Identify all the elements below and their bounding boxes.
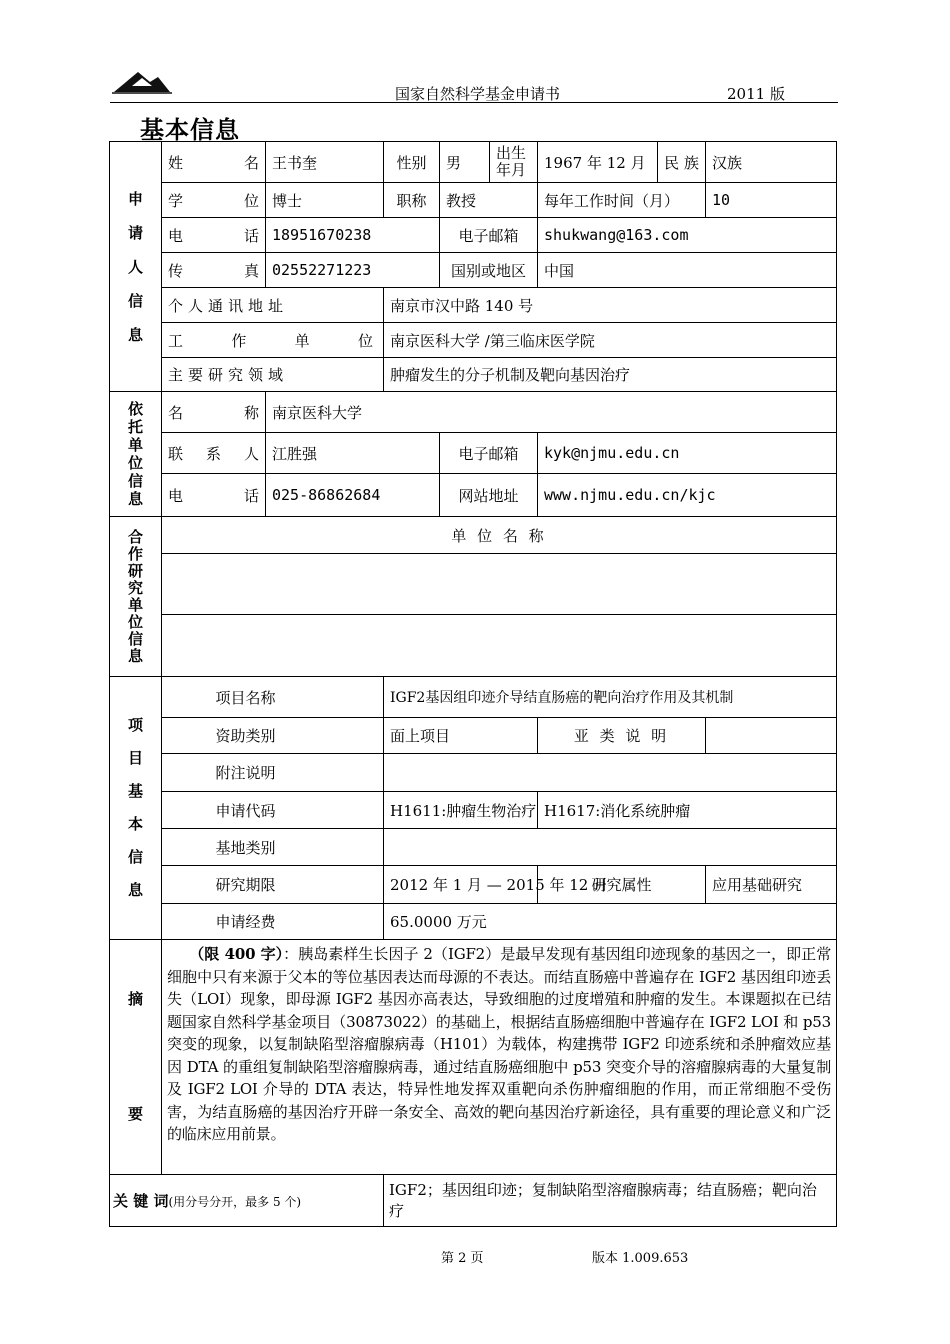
address-label: 个人通讯地址 xyxy=(162,288,384,323)
period-label: 研究期限 xyxy=(162,866,384,904)
applicant-field: 肿瘤发生的分子机制及靶向基因治疗 xyxy=(384,358,837,392)
birth-label: 出生 年月 xyxy=(490,142,538,183)
project-name: IGF2基因组印迹介导结直肠癌的靶向治疗作用及其机制 xyxy=(384,677,837,718)
institution-contact: 江胜强 xyxy=(266,433,440,474)
budget-label: 申请经费 xyxy=(162,904,384,940)
project-name-label: 项目名称 xyxy=(162,677,384,718)
degree-label: 学 位 xyxy=(162,183,266,218)
cooperation-header: 单 位 名 称 xyxy=(162,517,837,554)
workunit-label: 工 作 单 位 xyxy=(162,323,384,358)
section-title: 基本信息 xyxy=(140,116,240,144)
applicant-fax: 02552271223 xyxy=(266,253,440,288)
project-budget: 65.0000 万元 xyxy=(384,904,837,940)
applicant-degree: 博士 xyxy=(266,183,384,218)
institution-phone: 025-86862684 xyxy=(266,474,440,517)
email-label: 电子邮箱 xyxy=(440,218,538,253)
institution-name: 南京医科大学 xyxy=(266,392,837,433)
abstract-label-bottom: 要 xyxy=(127,1105,143,1123)
applicant-phone: 18951670238 xyxy=(266,218,440,253)
base-label: 基地类别 xyxy=(162,829,384,866)
project-section-label: 项 目 基 本 信 息 xyxy=(110,677,162,940)
keywords-hint: (用分号分开，最多 5 个) xyxy=(168,1195,302,1209)
header-version: 2011 版 xyxy=(727,85,785,103)
applicant-worktime: 10 xyxy=(706,183,837,218)
project-note xyxy=(384,754,837,792)
ethnic-label: 民 族 xyxy=(658,142,706,183)
project-funding: 面上项目 xyxy=(384,718,538,754)
abstract-limit: （限 400 字） xyxy=(189,945,284,963)
applicant-address: 南京市汉中路 140 号 xyxy=(384,288,837,323)
abstract-label xyxy=(110,940,162,1175)
project-base xyxy=(384,829,837,866)
phone-label: 电 话 xyxy=(162,218,266,253)
name-label: 姓 名 xyxy=(162,142,266,183)
worktime-label: 每年工作时间（月） xyxy=(538,183,706,218)
applicant-workunit: 南京医科大学 /第三临床医学院 xyxy=(384,323,837,358)
applicant-birth: 1967 年 12 月 xyxy=(538,142,658,183)
application-form-table xyxy=(109,141,837,1227)
project-code-2: H1617:消化系统肿瘤 xyxy=(538,792,837,829)
institution-email: kyk@njmu.edu.cn xyxy=(538,433,837,474)
title-label: 职称 xyxy=(384,183,440,218)
field-label: 主要研究领域 xyxy=(162,358,384,392)
applicant-section-label: 申 请 人 信 息 xyxy=(110,142,162,392)
applicant-country: 中国 xyxy=(538,253,837,288)
applicant-name: 王书奎 xyxy=(266,142,384,183)
website-label: 网站地址 xyxy=(440,474,538,517)
inst-name-label: 名 称 xyxy=(162,392,266,433)
subcat-label: 亚 类 说 明 xyxy=(538,718,706,754)
cooperation-row-2 xyxy=(162,615,837,677)
attr-label: 研究属性 xyxy=(538,866,706,904)
institution-website: www.njmu.edu.cn/kjc xyxy=(538,474,837,517)
institution-section-label: 依 托 单 位 信 息 xyxy=(110,392,162,517)
project-attr: 应用基础研究 xyxy=(706,866,837,904)
gender-label: 性别 xyxy=(384,142,440,183)
applicant-gender: 男 xyxy=(440,142,490,183)
mountain-logo-icon xyxy=(112,66,172,96)
keywords-label-cell xyxy=(110,1175,384,1227)
inst-phone-label: 电 话 xyxy=(162,474,266,517)
header-divider xyxy=(110,102,838,103)
keywords-value: IGF2；基因组印迹；复制缺陷型溶瘤腺病毒；结直肠癌；靶向治疗 xyxy=(384,1175,837,1227)
keywords-label: 关 键 词 xyxy=(113,1192,169,1210)
project-period: 2012 年 1 月 — 2015 年 12 月 xyxy=(384,866,538,904)
abstract-text-cell xyxy=(162,940,837,1175)
project-code-1: H1611:肿瘤生物治疗 xyxy=(384,792,538,829)
applicant-ethnic: 汉族 xyxy=(706,142,837,183)
project-subcat xyxy=(706,718,837,754)
contact-label: 联 系 人 xyxy=(162,433,266,474)
abstract-text: ：胰岛素样生长因子 2（IGF2）是最早发现有基因组印迹现象的基因之一，即正常细胞中只有来源于父本的等位基因表达而母源的不表达。而结直肠癌中普遍存在 IGF2 基因组印迹丢失（LOI）现象，即母源 IGF2 基因亦高表达，导致细胞的过度增殖和肿瘤的发生。本课题拟在已结题国家自然科学基金项目（30873022）的基础上，根据结直肠癌细胞中普遍存在 IGF2 LOI 和 p53 突变的现象，以复制缺陷型溶瘤腺病毒（H101）为载体，构建携带 IGF2 印迹系统和杀肿瘤效应基因 DTA 的重组复制缺陷型溶瘤腺病毒，通过结直肠癌细胞中 p53 突变介导的溶瘤腺病毒的大量复制及 IGF2 LOI 介导的 DTA 表达，特异性地发挥双重靶向杀伤肿瘤细胞的作用，而正常细胞不受伤害，为结直肠癌的基因治疗开辟一条安全、高效的靶向基因治疗新途径，具有重要的理论意义和广泛的临床应用前景。 xyxy=(167,945,831,1143)
abstract-label-top: 摘 xyxy=(127,990,143,1008)
funding-label: 资助类别 xyxy=(162,718,384,754)
cooperation-row-1 xyxy=(162,554,837,615)
applicant-email: shukwang@163.com xyxy=(538,218,837,253)
country-label: 国别或地区 xyxy=(440,253,538,288)
header-title: 国家自然科学基金申请书 xyxy=(395,85,561,103)
footer-version: 版本 1.009.653 xyxy=(592,1251,689,1266)
code-label: 申请代码 xyxy=(162,792,384,829)
applicant-title: 教授 xyxy=(440,183,538,218)
fax-label: 传 真 xyxy=(162,253,266,288)
cooperation-section-label: 合 作 研 究 单 位 信 息 xyxy=(110,517,162,677)
inst-email-label: 电子邮箱 xyxy=(440,433,538,474)
footer-page: 第 2 页 xyxy=(441,1251,484,1266)
note-label: 附注说明 xyxy=(162,754,384,792)
